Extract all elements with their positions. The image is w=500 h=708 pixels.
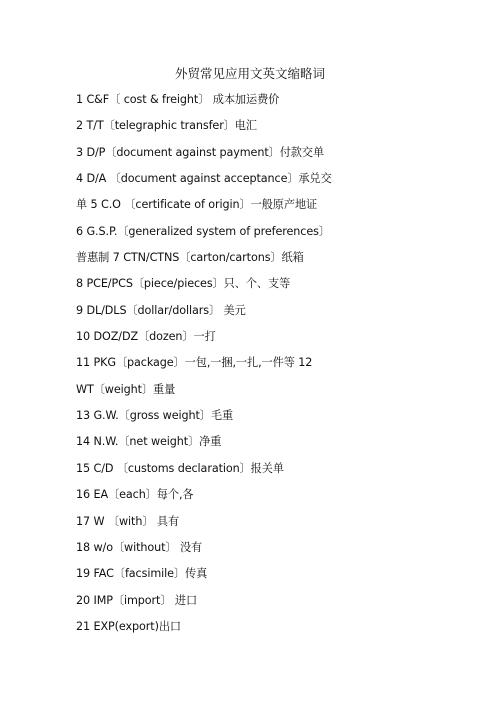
document-title: 外贸常见应用文英文缩略词 (174, 66, 325, 81)
list-line-3: 3 D/P〔document against payment〕付款交单 (76, 145, 325, 159)
list-line-10: 10 DOZ/DZ〔dozen〕一打 (76, 330, 216, 344)
list-line-4: 4 D/A 〔document against acceptance〕承兑交 (76, 172, 332, 186)
list-line-16: 16 EA〔each〕每个,各 (76, 488, 194, 502)
list-line-20: 20 IMP〔import〕 进口 (76, 593, 198, 607)
list-line-9: 9 DL/DLS〔dollar/dollars〕 美元 (76, 303, 246, 317)
list-line-18: 18 w/o〔without〕 没有 (76, 540, 203, 554)
list-line-15: 15 C/D 〔customs declaration〕报关单 (76, 461, 284, 475)
list-line-14: 14 N.W.〔net weight〕净重 (76, 435, 222, 449)
list-line-7: 普惠制 7 CTN/CTNS〔carton/cartons〕纸箱 (76, 251, 304, 265)
abbreviation-list (76, 92, 436, 645)
list-line-5: 单 5 C.O 〔certificate of origin〕一般原产地证 (76, 198, 318, 212)
list-line-21: 21 EXP(export)出口 (76, 619, 182, 633)
list-line-13: 13 G.W.〔gross weight〕毛重 (76, 409, 234, 423)
list-line-6: 6 G.S.P.〔generalized system of preferences〕 (76, 224, 330, 238)
list-line-2: 2 T/T〔telegraphic transfer〕电汇 (76, 119, 257, 133)
list-line-8: 8 PCE/PCS〔piece/pieces〕只、个、支等 (76, 277, 291, 291)
list-line-19: 19 FAC〔facsimile〕传真 (76, 567, 208, 581)
list-line-11: 11 PKG〔package〕一包,一捆,一扎,一件等 12 (76, 356, 313, 370)
list-line-12: WT〔weight〕重量 (76, 382, 176, 396)
list-line-17: 17 W 〔with〕 具有 (76, 514, 180, 528)
list-line-1: 1 C&F〔 cost & freight〕 成本加运费价 (76, 93, 280, 106)
